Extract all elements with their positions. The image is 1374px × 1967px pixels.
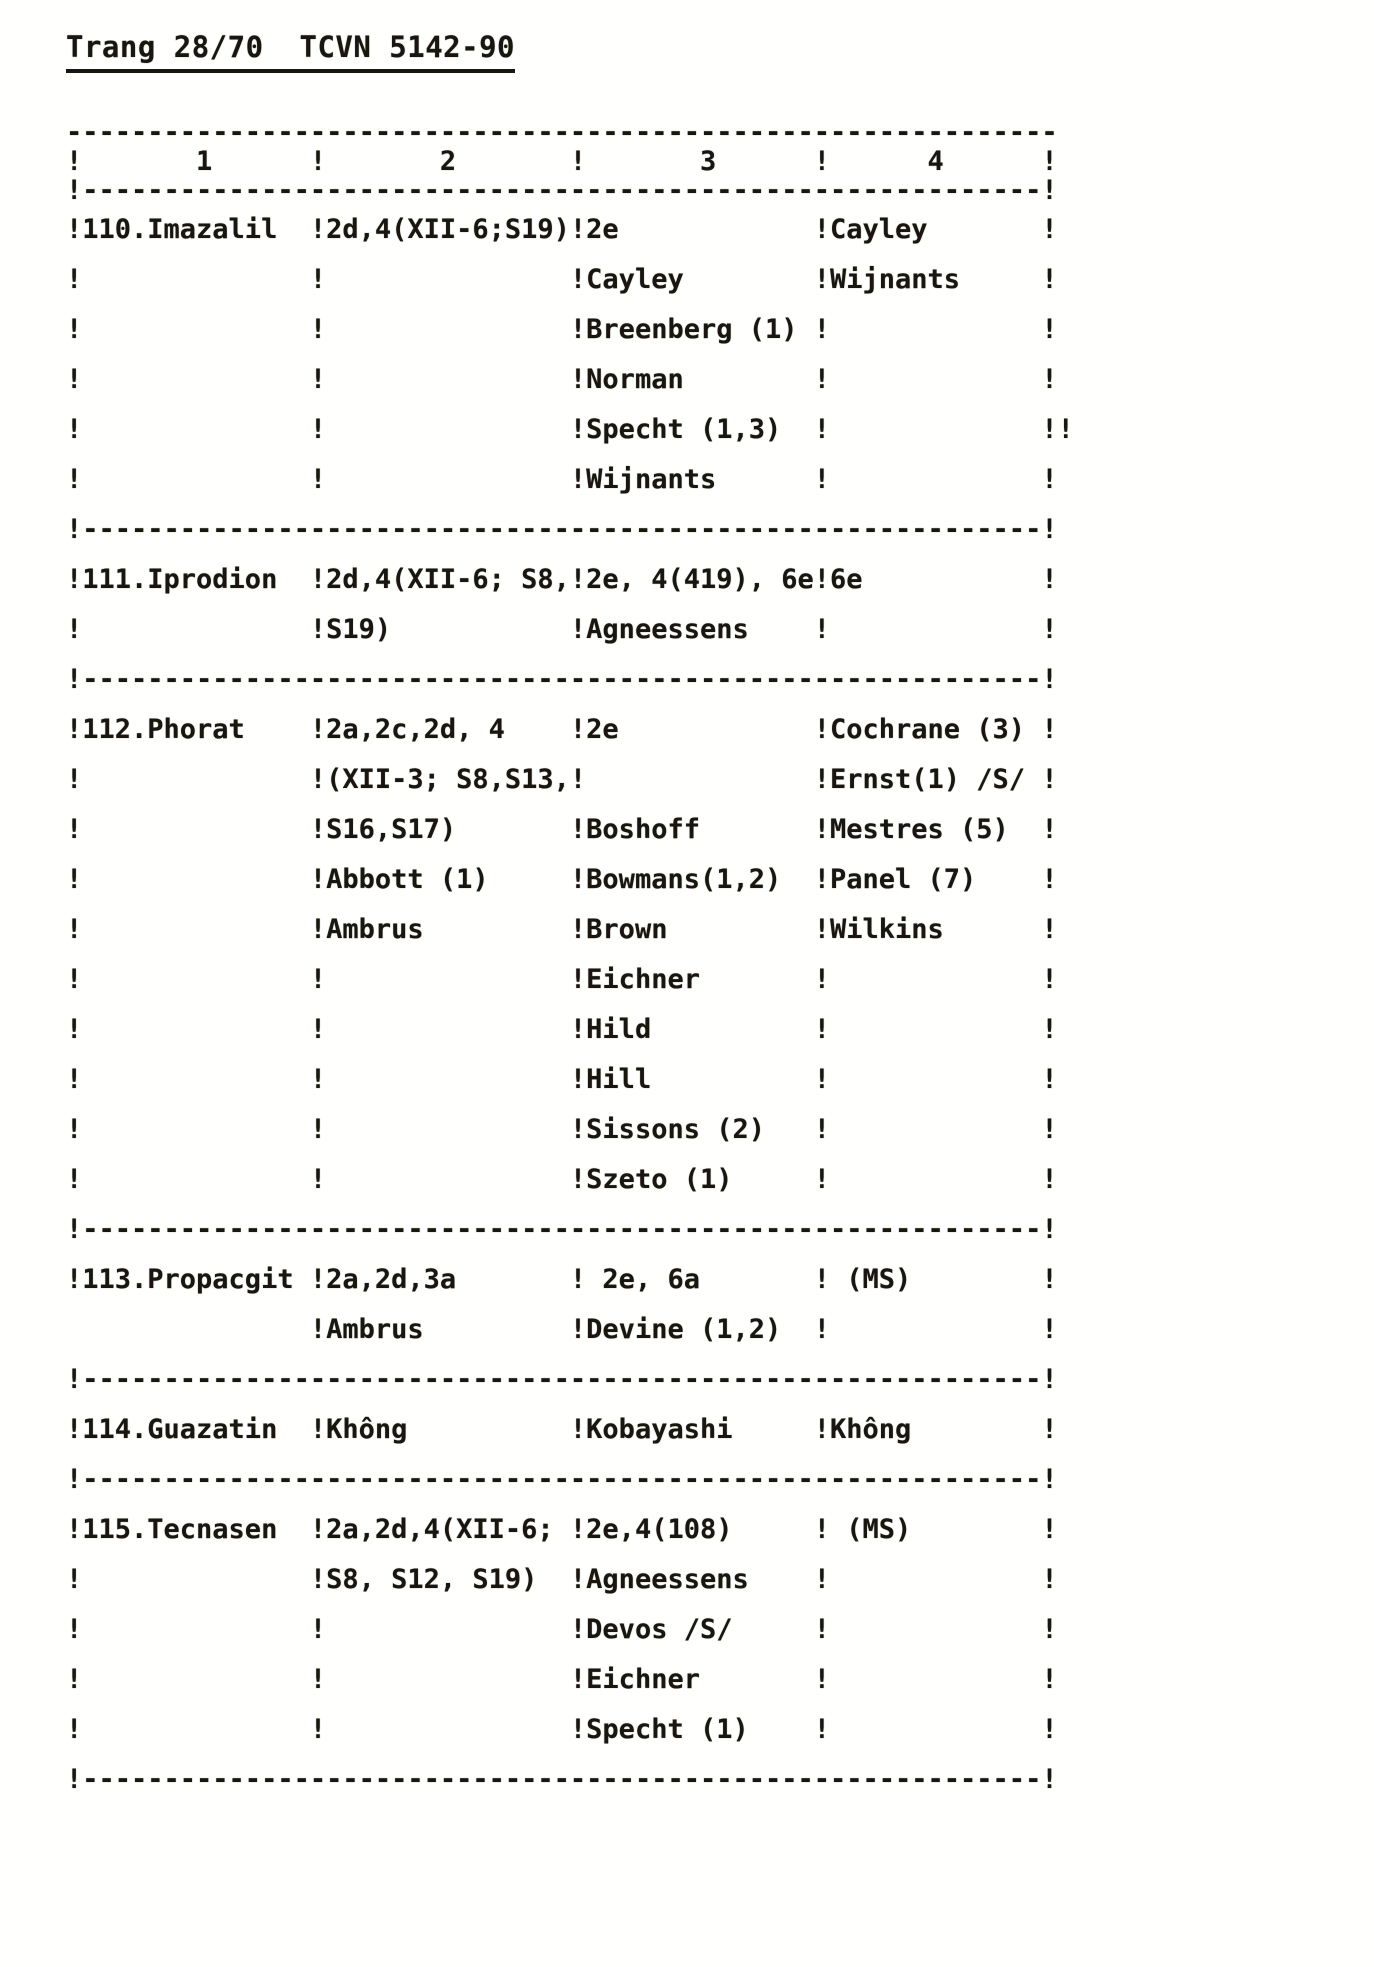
table-row-0-line: ! ! !Norman ! ! [66,364,1058,395]
table-top-border: ------------------------------------------------------------- [66,117,1058,148]
table-row-0-line: ! ! !Specht (1,3) ! !! [66,414,1074,445]
table-row-3-line: !Ambrus !Devine (1,2) ! ! [66,1314,1058,1345]
table-row-2-line: !112.Phorat !2a,2c,2d, 4 !2e !Cochrane (3) ! [66,714,1058,745]
table-row-2-line: ! ! !Szeto (1) ! ! [66,1164,1058,1195]
table-row-1-line: !111.Iprodion !2d,4(XII-6; S8,!2e, 4(419), 6e!6e ! [66,564,1058,595]
table-row-5-line: ! ! !Specht (1) ! ! [66,1714,1058,1745]
table-row-separator: !-----------------------------------------------------------! [66,1364,1058,1395]
table-row-2-line: ! !(XII-3; S8,S13,! !Ernst(1) /S/ ! [66,764,1058,795]
table-row-0-line: !110.Imazalil !2d,4(XII-6;S19)!2e !Cayley ! [66,214,1058,245]
table-row-2-line: ! ! !Hild ! ! [66,1014,1058,1045]
page-header [66,30,515,73]
table-bottom-border: !-----------------------------------------------------------! [66,1764,1058,1795]
table-row-separator: !-----------------------------------------------------------! [66,1464,1058,1495]
table-row-2-line: ! !S16,S17) !Boshoff !Mestres (5) ! [66,814,1058,845]
table-row-3-line: !113.Propacgit !2a,2d,3a ! 2e, 6a ! (MS) ! [66,1264,1058,1295]
table-row-4-line: !114.Guazatin !Không !Kobayashi !Không ! [66,1414,1058,1445]
table-row-2-line: ! ! !Hill ! ! [66,1064,1058,1095]
table-row-2-line: ! !Ambrus !Brown !Wilkins ! [66,914,1058,945]
table-row-0-line: ! ! !Cayley !Wijnants ! [66,264,1058,295]
table-row-5-line: ! !S8, S12, S19) !Agneessens ! ! [66,1564,1058,1595]
table-row-2-line: ! ! !Sissons (2) ! ! [66,1114,1058,1145]
table-row-2-line: ! !Abbott (1) !Bowmans(1,2) !Panel (7) ! [66,864,1058,895]
table-column-headers: ! 1 ! 2 ! 3 ! 4 ! [66,146,1058,177]
table-row-1-line: ! !S19) !Agneessens ! ! [66,614,1058,645]
pesticide-table [66,118,1074,1805]
standard-code-label: TCVN 5142-90 [299,30,515,64]
table-row-separator: !-----------------------------------------------------------! [66,1214,1058,1245]
table-row-2-line: ! ! !Eichner ! ! [66,964,1058,995]
header-gap [264,30,300,64]
table-row-5-line: !115.Tecnasen !2a,2d,4(XII-6; !2e,4(108) ! (MS) ! [66,1514,1058,1545]
table-row-0-line: ! ! !Breenberg (1) ! ! [66,314,1058,345]
table-row-5-line: ! ! !Eichner ! ! [66,1664,1058,1695]
page-number-label: Trang 28/70 [66,30,264,64]
table-row-separator: !-----------------------------------------------------------! [66,514,1058,545]
table-row-5-line: ! ! !Devos /S/ ! ! [66,1614,1058,1645]
table-header-separator: !-----------------------------------------------------------! [66,175,1058,206]
table-row-separator: !-----------------------------------------------------------! [66,664,1058,695]
table-row-0-line: ! ! !Wijnants ! ! [66,464,1058,495]
